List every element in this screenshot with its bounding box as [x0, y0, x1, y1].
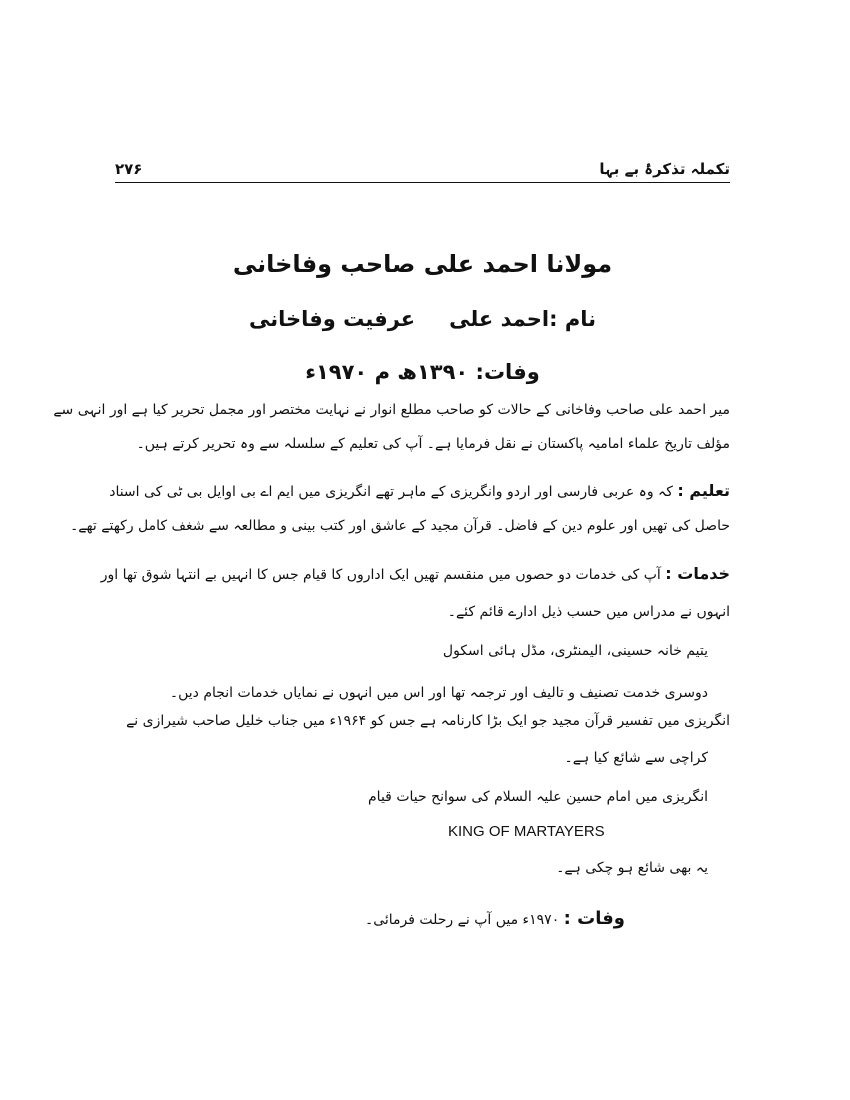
- book-title: تکملہ تذکرۂ بے بہا: [599, 160, 730, 178]
- services-text: آپ کی خدمات دو حصوں میں منقسم تھیں ایک اداروں کا قیام جس کا انہیں بے انتہا شوق تھا اور: [100, 567, 661, 583]
- education-line-1: [109, 481, 730, 500]
- second-service-line: دوسری خدمت تصنیف و تالیف اور ترجمہ تھا اور اس میں انہوں نے نمایاں خدمات انجام دیں۔: [169, 685, 708, 701]
- services-line-2: انہوں نے مدراس میں حسب ذیل ادارے قائم کئے۔: [447, 604, 730, 620]
- death-line: [365, 908, 625, 929]
- death-label: وفات :: [563, 908, 625, 929]
- services-label: خدمات :: [665, 564, 730, 583]
- death-date-heading: وفات: ۱۳۹۰ھ م ۱۹۷۰ء: [305, 360, 540, 384]
- name-line: [115, 307, 730, 331]
- alias-label: عرفیت وفاخانی: [248, 307, 416, 331]
- biography-line: انگریزی میں امام حسین علیہ السلام کی سوانح حیات قیام: [368, 789, 708, 805]
- services-line-1: [101, 564, 730, 583]
- tafsir-line-2: کراچی سے شائع کیا ہے۔: [564, 750, 708, 766]
- page-title: مولانا احمد علی صاحب وفاخانی: [232, 250, 613, 278]
- english-book-title: KING OF MARTAYERS: [448, 823, 605, 840]
- header-divider: [115, 182, 730, 183]
- education-line-2: حاصل کی تھیں اور علوم دین کے فاضل۔ قرآن مجید کے عاشق اور کتب بینی و مطالعہ سے شغف کامل رکھتے تھے۔: [70, 518, 730, 534]
- death-text: ۱۹۷۰ء میں آپ نے رحلت فرمائی۔: [365, 912, 560, 928]
- intro-line-1: میر احمد علی صاحب وفاخانی کے حالات کو صاحب مطلع انوار نے نہایت مختصر اور مجمل تحریر کیا ہے اور انہی سے: [53, 402, 730, 418]
- tafsir-line-1: انگریزی میں تفسیر قرآن مجید جو ایک بڑا کارنامہ ہے جس کو ۱۹۶۴ء میں جناب خلیل صاحب شیرازی نے: [126, 713, 730, 729]
- intro-line-2: مؤلف تاریخ علماء امامیہ پاکستان نے نقل فرمایا ہے۔ آپ کی تعلیم کے سلسلہ سے وہ تحریر کرتے ہیں۔: [136, 436, 730, 452]
- published-line: یہ بھی شائع ہو چکی ہے۔: [556, 860, 708, 876]
- institutions-line: یتیم خانہ حسینی، الیمنٹری، مڈل ہائی اسکول: [442, 643, 708, 659]
- education-label: تعلیم :: [677, 481, 730, 500]
- education-text: کہ وہ عربی فارسی اور اردو وانگریزی کے ماہر تھے انگریزی میں ایم اے بی اوایل بی ٹی کی اسناد: [109, 484, 673, 500]
- running-header: [115, 160, 730, 182]
- page-number: ۲۷۶: [115, 160, 143, 178]
- name-label: نام :احمد علی: [449, 307, 596, 331]
